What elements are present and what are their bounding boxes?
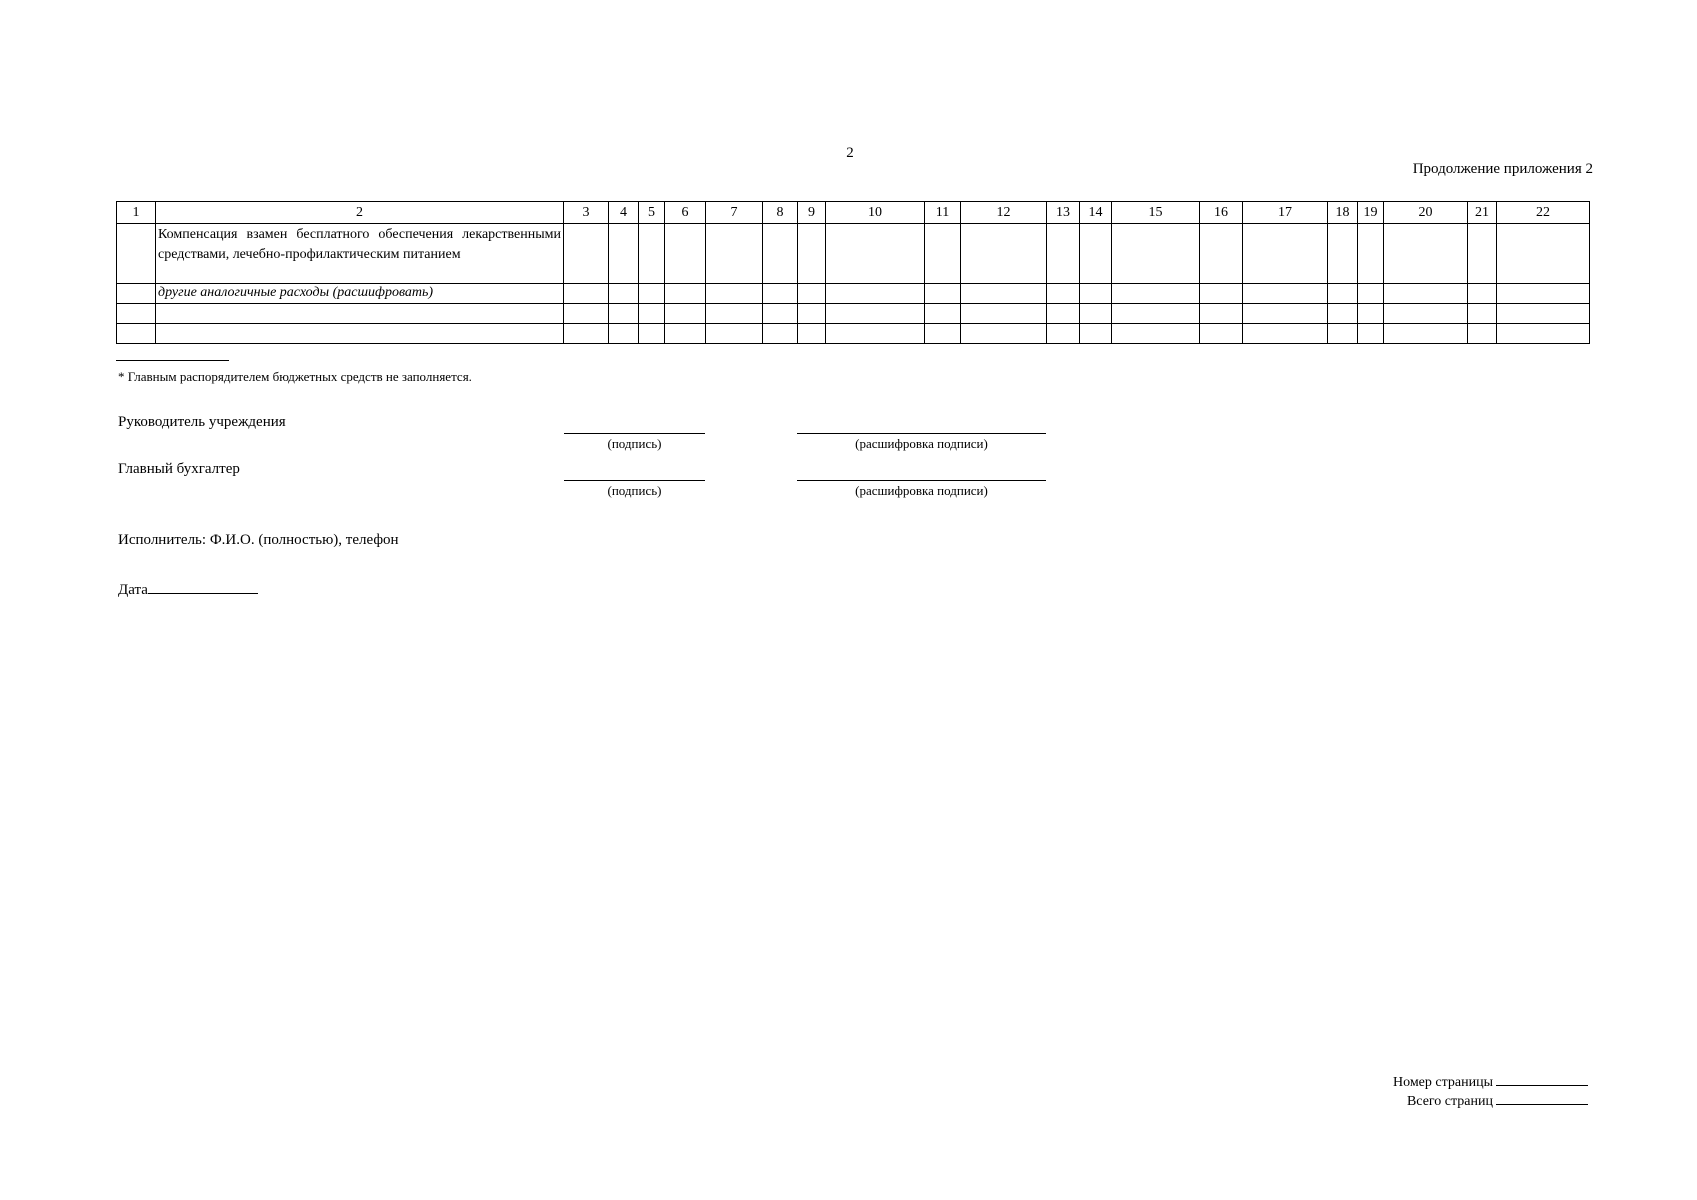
total-pages-label: Всего страниц xyxy=(1406,1094,1493,1109)
table-row xyxy=(117,284,1590,304)
total-pages-row xyxy=(1407,1090,1588,1110)
page-number-label: Номер страницы xyxy=(1392,1075,1493,1090)
table-cell[interactable] xyxy=(1468,324,1497,344)
table-cell[interactable] xyxy=(961,324,1047,344)
row-description-cell[interactable] xyxy=(156,304,564,324)
table-cell[interactable] xyxy=(763,304,798,324)
column-number: 9 xyxy=(798,202,826,224)
table-cell[interactable] xyxy=(961,284,1047,304)
date-label: Дата xyxy=(118,582,148,598)
table-cell[interactable] xyxy=(609,284,639,304)
table-cell[interactable] xyxy=(706,304,763,324)
table-cell[interactable] xyxy=(1384,324,1468,344)
accountant-label: Главный бухгалтер xyxy=(118,461,240,477)
table-cell[interactable] xyxy=(564,284,609,304)
table-cell[interactable] xyxy=(1080,224,1112,284)
table-cell[interactable] xyxy=(1243,224,1328,284)
head-label: Руководитель учреждения xyxy=(118,414,286,430)
table-cell[interactable] xyxy=(639,304,665,324)
table-cell[interactable] xyxy=(639,284,665,304)
column-number: 21 xyxy=(1468,202,1497,224)
table-cell[interactable] xyxy=(1328,304,1358,324)
column-number: 7 xyxy=(706,202,763,224)
table-cell[interactable] xyxy=(1468,284,1497,304)
column-number: 10 xyxy=(826,202,925,224)
row-description: Компенсация взамен бесплатного обеспечения лекарственными средствами, лечебно-профилактическим питанием xyxy=(158,227,561,262)
column-number: 12 xyxy=(961,202,1047,224)
table-cell[interactable] xyxy=(706,324,763,344)
table-cell[interactable] xyxy=(1468,224,1497,284)
table-cell[interactable] xyxy=(1497,284,1590,304)
table-cell[interactable] xyxy=(1200,224,1243,284)
head-decoding-line[interactable] xyxy=(797,433,1046,434)
table-cell[interactable] xyxy=(1200,284,1243,304)
table-cell[interactable] xyxy=(1080,304,1112,324)
table-cell[interactable] xyxy=(1328,324,1358,344)
table-cell[interactable] xyxy=(961,304,1047,324)
table-cell[interactable] xyxy=(1047,304,1080,324)
column-number: 20 xyxy=(1384,202,1468,224)
footnote: * Главным распорядителем бюджетных средств не заполняется. xyxy=(118,369,472,384)
continuation-title: Продолжение приложения 2 xyxy=(1412,161,1593,177)
table-cell[interactable] xyxy=(564,224,609,284)
table-row xyxy=(117,324,1590,344)
table-cell[interactable] xyxy=(706,224,763,284)
column-number: 4 xyxy=(609,202,639,224)
column-number: 14 xyxy=(1080,202,1112,224)
table-cell[interactable] xyxy=(798,224,826,284)
table-cell[interactable] xyxy=(1384,224,1468,284)
column-number: 1 xyxy=(117,202,156,224)
accountant-signature-line[interactable] xyxy=(564,480,705,481)
table-cell[interactable] xyxy=(665,324,706,344)
data-table xyxy=(116,201,1590,344)
column-number: 19 xyxy=(1358,202,1384,224)
table-cell[interactable] xyxy=(639,324,665,344)
executor-line: Исполнитель: Ф.И.О. (полностью), телефон xyxy=(118,532,399,548)
table-cell[interactable] xyxy=(1468,304,1497,324)
accountant-decoding-caption: (расшифровка подписи) xyxy=(855,483,988,498)
table-cell[interactable] xyxy=(1497,224,1590,284)
table-cell[interactable] xyxy=(1358,304,1384,324)
table-cell[interactable] xyxy=(1047,324,1080,344)
table-cell[interactable] xyxy=(117,324,156,344)
column-number: 6 xyxy=(665,202,706,224)
table-cell[interactable] xyxy=(925,284,961,304)
table-cell[interactable] xyxy=(1243,324,1328,344)
accountant-decoding-line[interactable] xyxy=(797,480,1046,481)
table-cell[interactable] xyxy=(1243,284,1328,304)
page-number-field[interactable] xyxy=(1496,1071,1588,1086)
table-cell[interactable] xyxy=(609,324,639,344)
row-description-cell[interactable] xyxy=(156,224,564,284)
column-number: 13 xyxy=(1047,202,1080,224)
table-cell[interactable] xyxy=(925,324,961,344)
table-cell[interactable] xyxy=(706,284,763,304)
table-cell[interactable] xyxy=(1497,304,1590,324)
date-field-line[interactable] xyxy=(148,579,258,594)
table-cell[interactable] xyxy=(1112,324,1200,344)
table-cell[interactable] xyxy=(1080,324,1112,344)
table-cell[interactable] xyxy=(1047,224,1080,284)
column-number: 17 xyxy=(1243,202,1328,224)
table-cell[interactable] xyxy=(925,224,961,284)
table-cell[interactable] xyxy=(1243,304,1328,324)
table-cell[interactable] xyxy=(564,324,609,344)
table-cell[interactable] xyxy=(1328,284,1358,304)
table-cell[interactable] xyxy=(798,324,826,344)
column-number-row xyxy=(117,202,1590,224)
table-cell[interactable] xyxy=(1358,324,1384,344)
head-decoding-caption: (расшифровка подписи) xyxy=(855,436,988,451)
table-cell[interactable] xyxy=(1047,284,1080,304)
table-cell[interactable] xyxy=(117,304,156,324)
table-cell[interactable] xyxy=(1497,324,1590,344)
table-cell[interactable] xyxy=(609,304,639,324)
table-cell[interactable] xyxy=(925,304,961,324)
total-pages-field[interactable] xyxy=(1496,1090,1588,1105)
table-row xyxy=(117,224,1590,284)
column-number: 8 xyxy=(763,202,798,224)
table-cell[interactable] xyxy=(1080,284,1112,304)
table-cell[interactable] xyxy=(826,304,925,324)
column-number: 11 xyxy=(925,202,961,224)
column-number: 16 xyxy=(1200,202,1243,224)
table-cell[interactable] xyxy=(826,324,925,344)
accountant-signature-caption: (подпись) xyxy=(607,483,662,498)
row-description: другие аналогичные расходы (расшифровать) xyxy=(158,285,434,300)
column-number: 3 xyxy=(564,202,609,224)
table-cell[interactable] xyxy=(1328,224,1358,284)
table-cell[interactable] xyxy=(1384,304,1468,324)
table-cell[interactable] xyxy=(665,284,706,304)
table-cell[interactable] xyxy=(961,224,1047,284)
page-number-row xyxy=(1393,1071,1588,1091)
table-cell[interactable] xyxy=(1112,304,1200,324)
row-description xyxy=(156,324,563,325)
table-cell[interactable] xyxy=(564,304,609,324)
table-cell[interactable] xyxy=(1112,284,1200,304)
column-number: 22 xyxy=(1497,202,1590,224)
row-description xyxy=(156,304,563,305)
table-cell[interactable] xyxy=(1200,304,1243,324)
table-cell[interactable] xyxy=(798,284,826,304)
head-signature-line[interactable] xyxy=(564,433,705,434)
footnote-divider xyxy=(116,360,229,361)
table-cell[interactable] xyxy=(639,224,665,284)
date-block xyxy=(118,579,258,599)
table-cell[interactable] xyxy=(763,224,798,284)
table-cell[interactable] xyxy=(117,224,156,284)
table-cell[interactable] xyxy=(1358,284,1384,304)
table-cell[interactable] xyxy=(1200,324,1243,344)
table-cell[interactable] xyxy=(665,304,706,324)
table-row xyxy=(117,304,1590,324)
table-cell[interactable] xyxy=(665,224,706,284)
page-number: 2 xyxy=(846,145,854,161)
row-description-cell[interactable] xyxy=(156,284,564,304)
table-cell[interactable] xyxy=(763,324,798,344)
table-cell[interactable] xyxy=(763,284,798,304)
column-number: 2 xyxy=(156,202,564,224)
row-description-cell[interactable] xyxy=(156,324,564,344)
column-number: 5 xyxy=(639,202,665,224)
table-cell[interactable] xyxy=(826,284,925,304)
table-cell[interactable] xyxy=(798,304,826,324)
head-signature-caption: (подпись) xyxy=(607,436,662,451)
table-cell[interactable] xyxy=(1384,284,1468,304)
table-cell[interactable] xyxy=(826,224,925,284)
column-number: 18 xyxy=(1328,202,1358,224)
table-cell[interactable] xyxy=(609,224,639,284)
table-cell[interactable] xyxy=(1358,224,1384,284)
table-cell[interactable] xyxy=(117,284,156,304)
table-cell[interactable] xyxy=(1112,224,1200,284)
column-number: 15 xyxy=(1112,202,1200,224)
